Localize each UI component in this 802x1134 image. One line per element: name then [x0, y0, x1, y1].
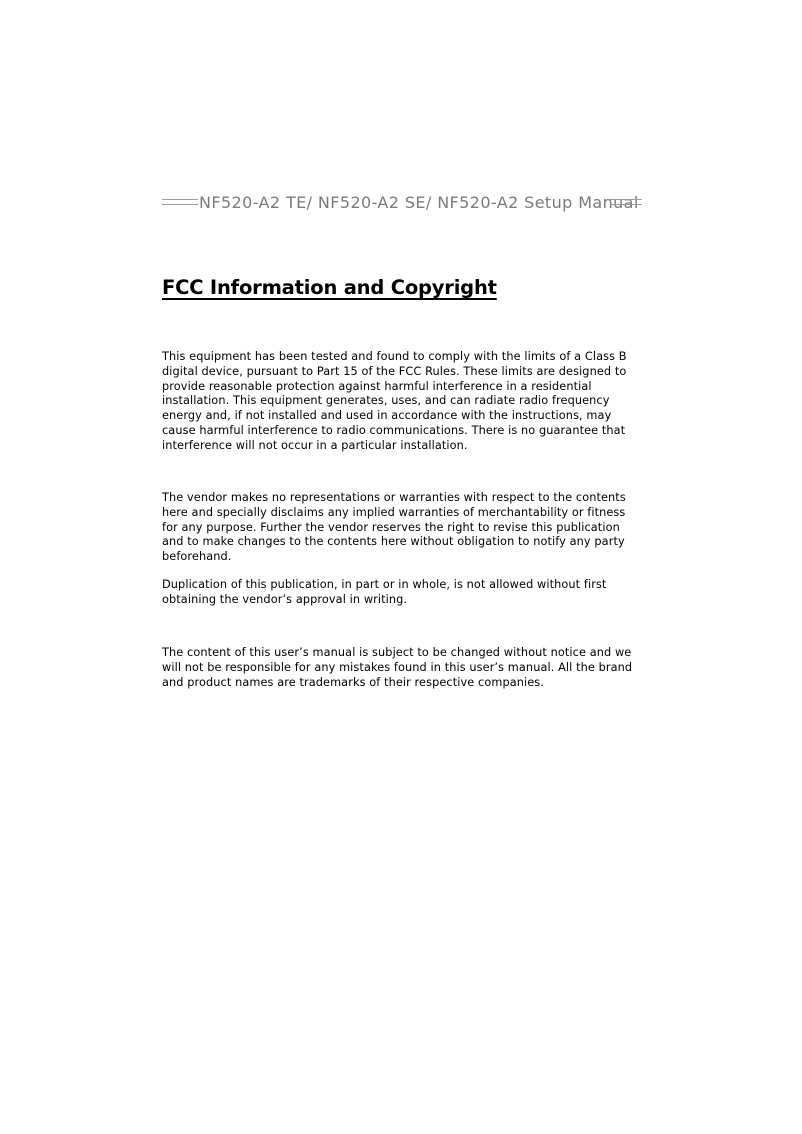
header-rule-left	[162, 199, 198, 205]
page-title: FCC Information and Copyright	[162, 276, 497, 299]
running-header: NF520-A2 TE/ NF520-A2 SE/ NF520-A2 Setup Manual	[199, 193, 639, 212]
duplication-paragraph: Duplication of this publication, in part or in whole, is not allowed without first obtaining the vendor’s approval in writing.	[162, 578, 607, 606]
fcc-compliance-paragraph: This equipment has been tested and found to comply with the limits of a Class B digital device, pursuant to Part 15 of the FCC Rules. These limits are designed to provide reasonable protection against harmful interference in a residential installation. This equipment generates, uses, and can radiate radio frequency energy and, if not installed and used in accordance with the instructions, may cause harmful interference to radio communications. There is no guarantee that interference will not occur in a particular installation.	[162, 350, 627, 452]
header-rule-right	[610, 199, 642, 205]
warranty-disclaimer-paragraph: The vendor makes no representations or warranties with respect to the contents here and specially disclaims any implied warranties of merchantability or fitness for any purpose. Further the vendor reserves the right to revise this publication and to make changes to the contents here without obligation to notify any party beforehand.	[162, 491, 626, 564]
trademark-paragraph: The content of this user’s manual is subject to be changed without notice and we will not be responsible for any mistakes found in this user’s manual. All the brand and product names are trademarks of their respective companies.	[162, 646, 633, 689]
